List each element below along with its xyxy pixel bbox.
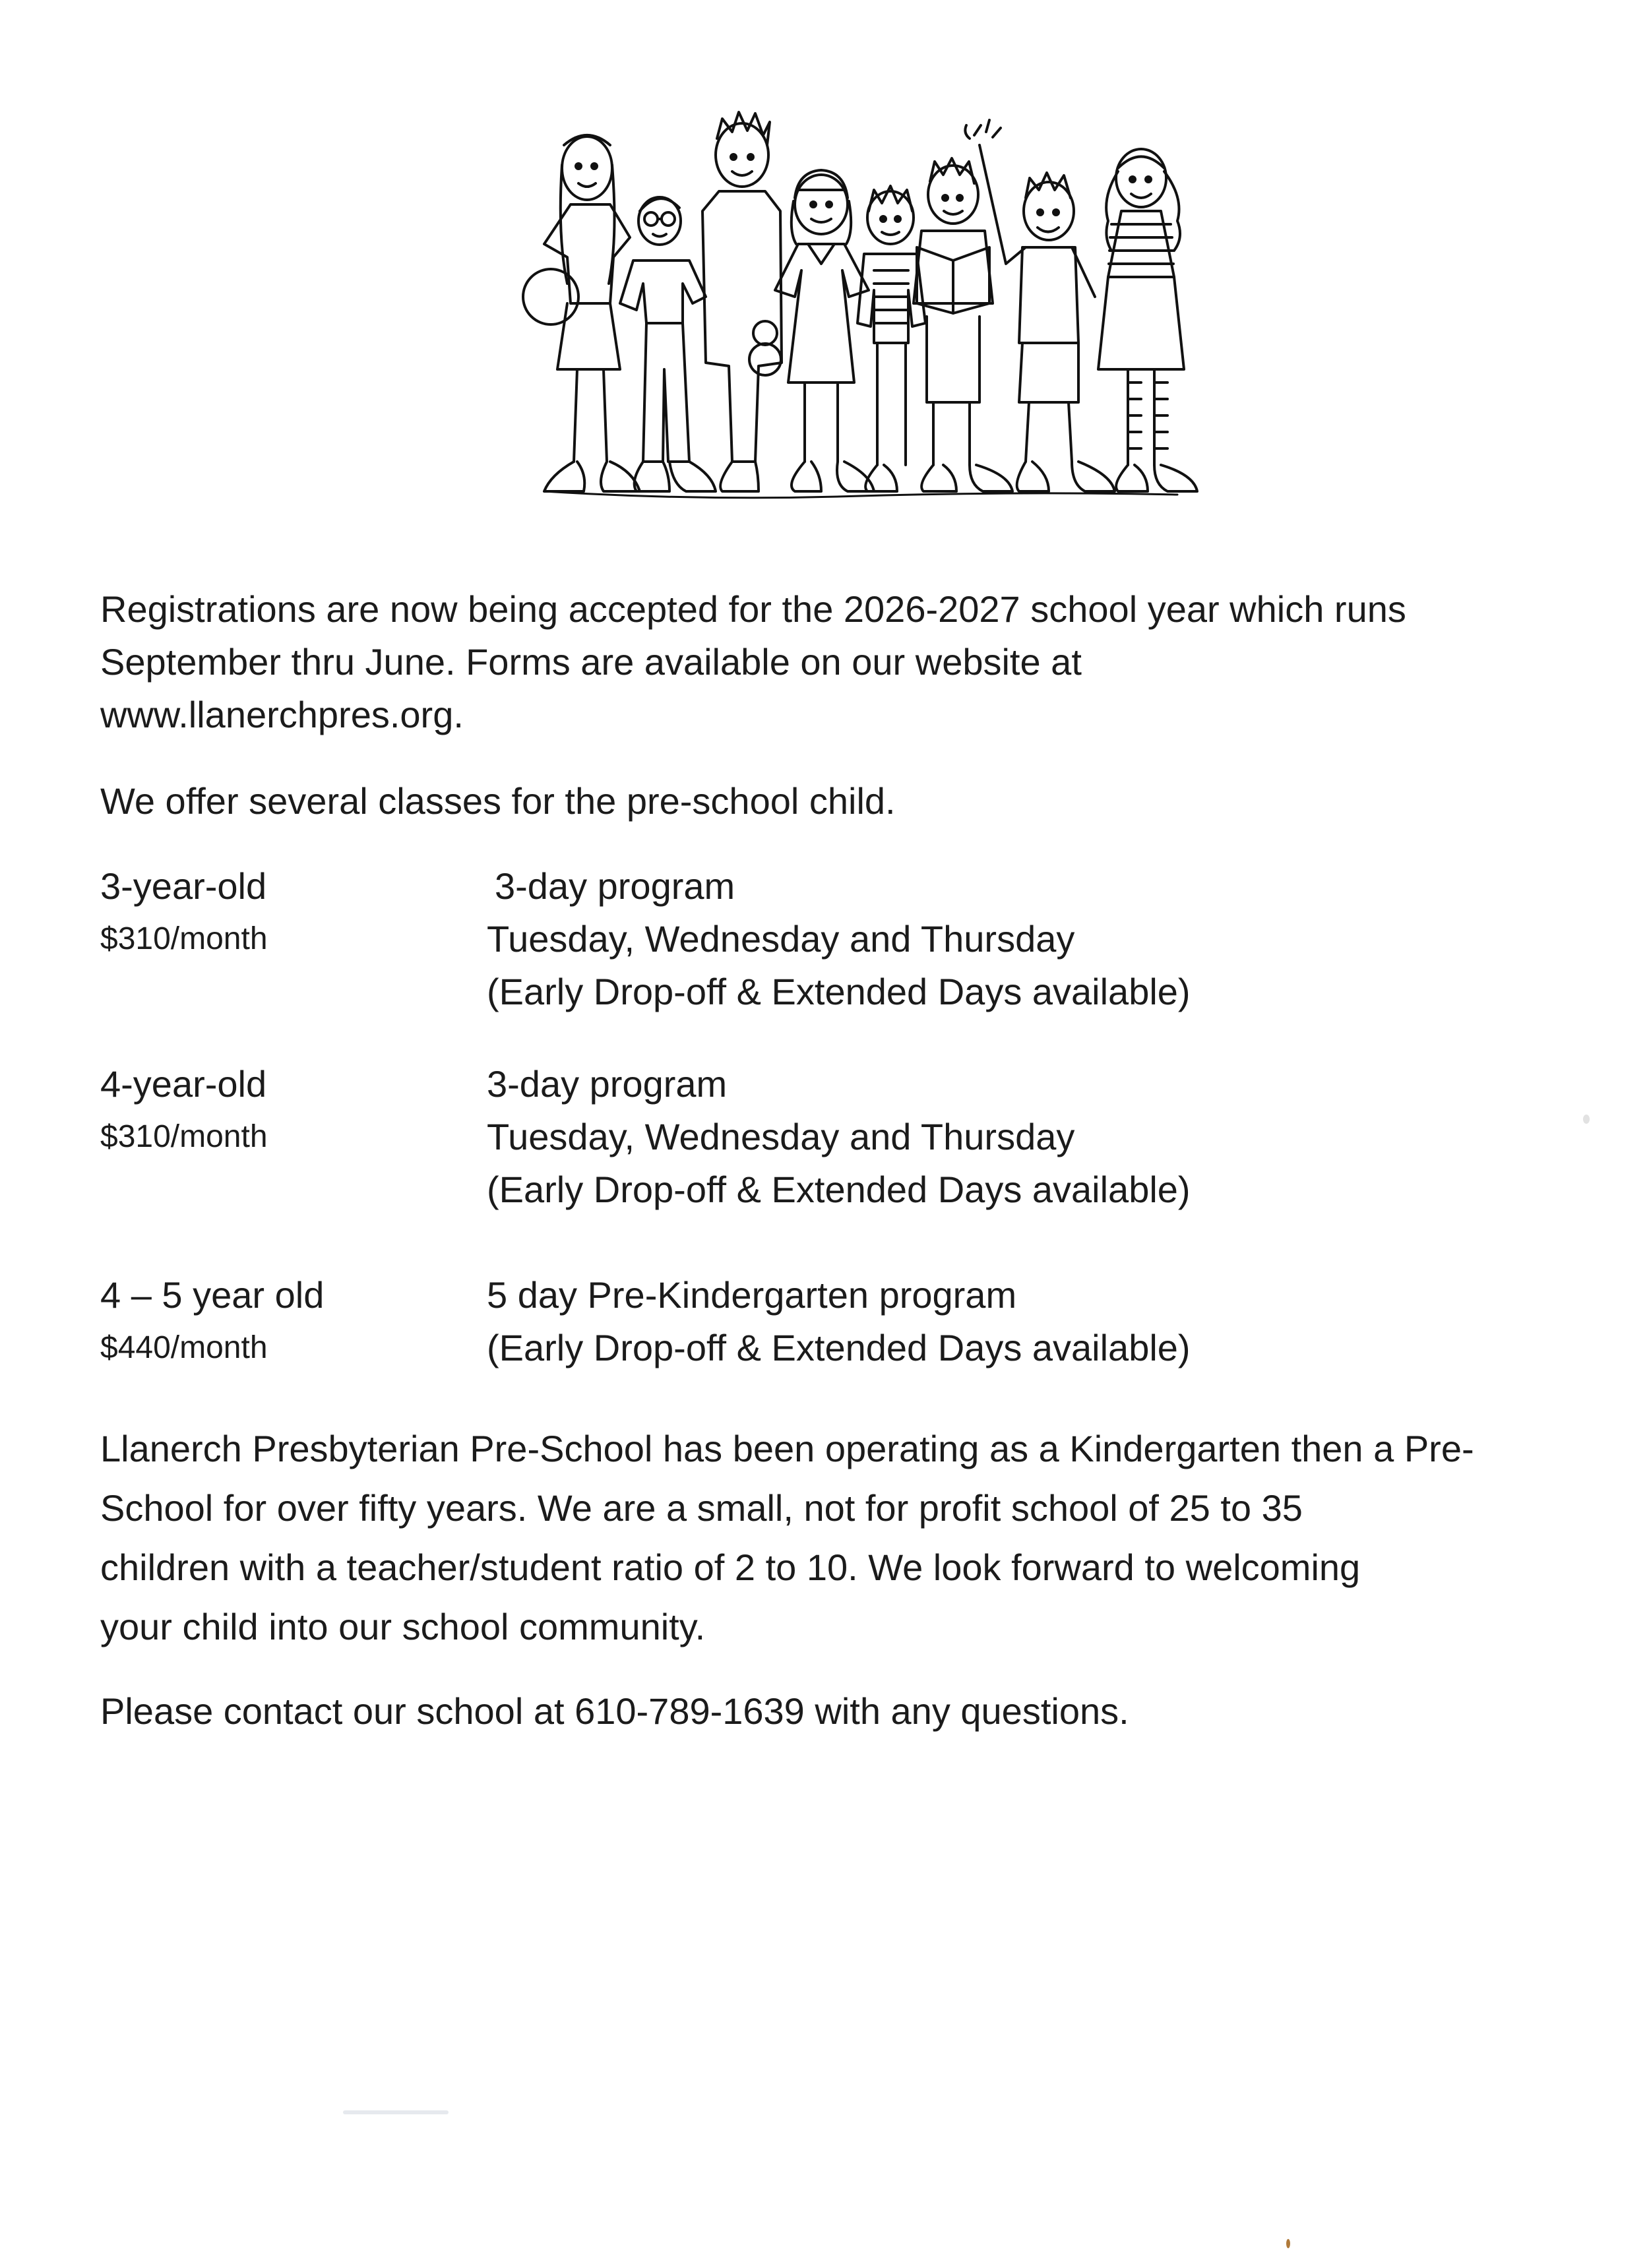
intro-line: September thru June. Forms are available on our website at [100,641,1082,683]
intro-line: Registrations are now being accepted for the 2026-2027 school year which runs [100,588,1406,630]
contact-paragraph [100,1685,1571,1738]
classes-intro [100,775,1571,828]
class-program: 3-day program [487,1063,728,1105]
class-age: 4 – 5 year old [100,1274,325,1316]
contact-text: Please contact our school at 610-789-1639 with any questions. [100,1690,1129,1732]
about-line: your child into our school community. [100,1606,706,1647]
scan-speck [1286,2239,1290,2248]
classes-intro-text: We offer several classes for the pre-school child. [100,780,896,822]
website-text: www.llanerchpres.org. [100,694,464,735]
about-line: Llanerch Presbyterian Pre-School has been operating as a Kindergarten then a Pre- [100,1428,1474,1469]
about-line: children with a teacher/student ratio of 2 to 10. We look forward to welcoming [100,1547,1361,1588]
about-paragraph [100,1419,1571,1657]
about-line: School for over fifty years. We are a small, not for profit school of 25 to 35 [100,1487,1303,1529]
class-days: Tuesday, Wednesday and Thursday [487,1116,1075,1157]
class-note: (Early Drop-off & Extended Days available) [487,1327,1191,1368]
class-age: 4-year-old [100,1063,267,1105]
class-program: 5 day Pre-Kindergarten program [487,1274,1017,1316]
class-price: $310/month [100,1119,268,1154]
class-note: (Early Drop-off & Extended Days available) [487,971,1191,1012]
children-illustration [505,106,1210,514]
intro-paragraph [100,583,1571,741]
scan-speck [1583,1115,1590,1124]
class-price: $310/month [100,921,268,956]
class-age: 3-year-old [100,865,267,907]
class-days: Tuesday, Wednesday and Thursday [487,918,1075,960]
scan-speck [343,2110,449,2114]
class-program: 3-day program [495,865,735,907]
class-note: (Early Drop-off & Extended Days available) [487,1169,1191,1210]
class-price: $440/month [100,1330,268,1365]
